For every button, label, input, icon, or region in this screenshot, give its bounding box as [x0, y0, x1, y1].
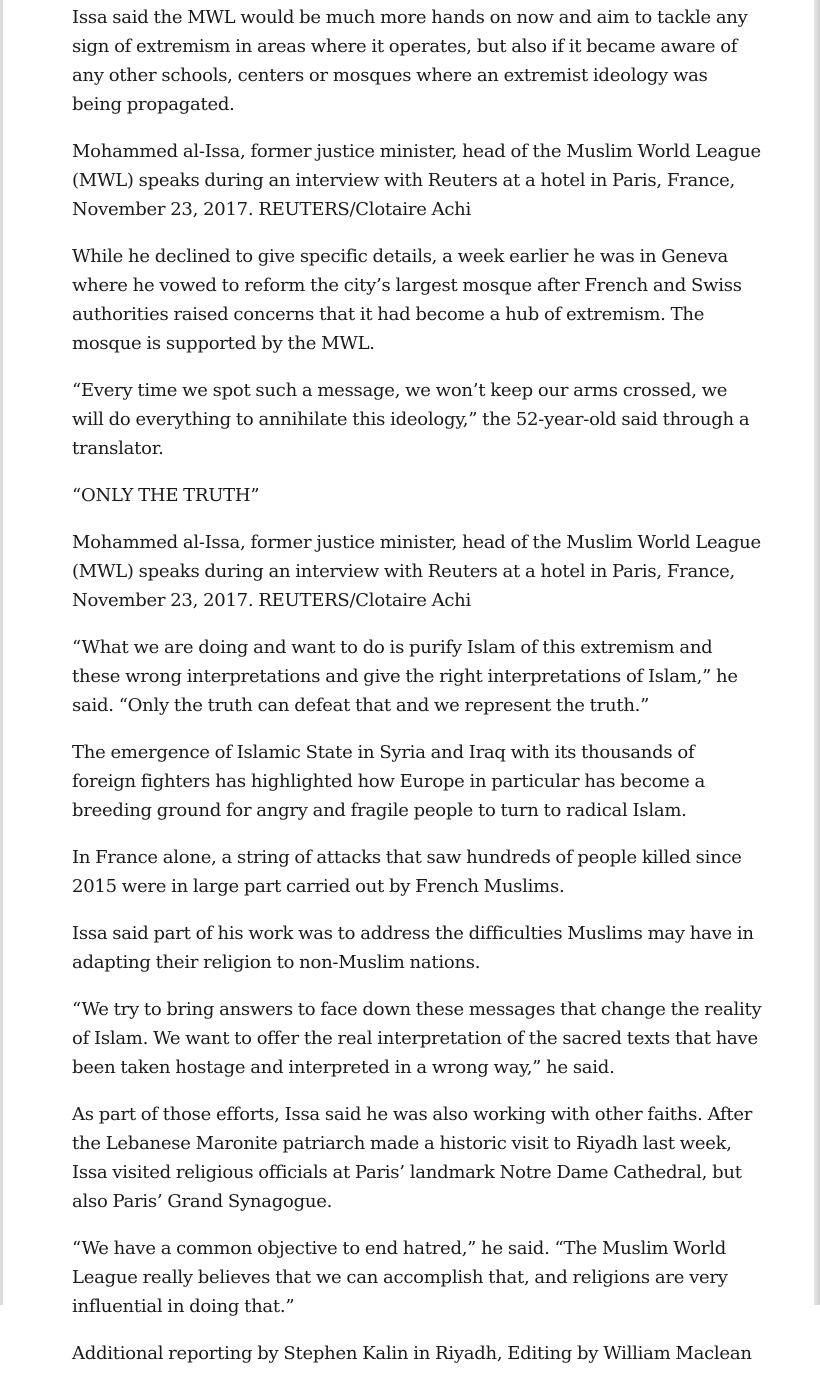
window-scrollbar-edge[interactable]: [814, 0, 820, 1305]
paragraph-other-faiths: As part of those efforts, Issa said he was also working with other faiths. After the Lebanese Maronite patriarch made a historic visit to Riyadh last week, Issa visited religious officials at Paris’ landmark Notre Dame Cathedral, but also Paris’ Grand Synagogue.: [72, 1104, 753, 1212]
article-body: [72, 3, 762, 1386]
window-left-border: [0, 0, 3, 1305]
paragraph-quote-annihilate: “Every time we spot such a message, we won’t keep our arms crossed, we will do everything to annihilate this ideology,” the 52-year-old said through a translator.: [72, 380, 750, 459]
photo-caption: Mohammed al-Issa, former justice minister, head of the Muslim World League (MWL) speaks during an interview with Reuters at a hotel in Paris, France, November 23, 2017. REUTERS/Clotaire Achi: [72, 532, 761, 611]
article-credits: Additional reporting by Stephen Kalin in Riyadh, Editing by William Maclean: [72, 1343, 752, 1364]
paragraph-geneva-mosque: While he declined to give specific details, a week earlier he was in Geneva where he vowed to reform the city’s largest mosque after French and Swiss authorities raised concerns that it had become a hub of extremism. The mosque is supported by the MWL.: [72, 246, 742, 354]
paragraph-islamic-state: The emergence of Islamic State in Syria and Iraq with its thousands of foreign fighters has highlighted how Europe in particular has become a breeding ground for angry and fragile people to turn to radical Islam.: [72, 742, 705, 821]
section-subheading: “ONLY THE TRUTH”: [72, 485, 260, 506]
paragraph-quote-purify: “What we are doing and want to do is purify Islam of this extremism and these wrong interpretations and give the right interpretations of Islam,” he said. “Only the truth can defeat that and we represent the truth.”: [72, 637, 738, 716]
paragraph-quote-answers: “We try to bring answers to face down these messages that change the reality of Islam. We want to offer the real interpretation of the sacred texts that have been taken hostage and interpreted in a wrong way,” he said.: [72, 999, 762, 1078]
paragraph-difficulties: Issa said part of his work was to address the difficulties Muslims may have in adapting their religion to non-Muslim nations.: [72, 923, 754, 973]
photo-caption: Mohammed al-Issa, former justice minister, head of the Muslim World League (MWL) speaks during an interview with Reuters at a hotel in Paris, France, November 23, 2017. REUTERS/Clotaire Achi: [72, 141, 761, 220]
paragraph-france-attacks: In France alone, a string of attacks that saw hundreds of people killed since 2015 were in large part carried out by French Muslims.: [72, 847, 742, 897]
paragraph-mwl-hands-on: Issa said the MWL would be much more hands on now and aim to tackle any sign of extremism in areas where it operates, but also if it became aware of any other schools, centers or mosques where an extremist ideology was being propagated.: [72, 7, 748, 115]
paragraph-quote-hatred: “We have a common objective to end hatred,” he said. “The Muslim World League really believes that we can accomplish that, and religions are very influential in doing that.”: [72, 1238, 728, 1317]
